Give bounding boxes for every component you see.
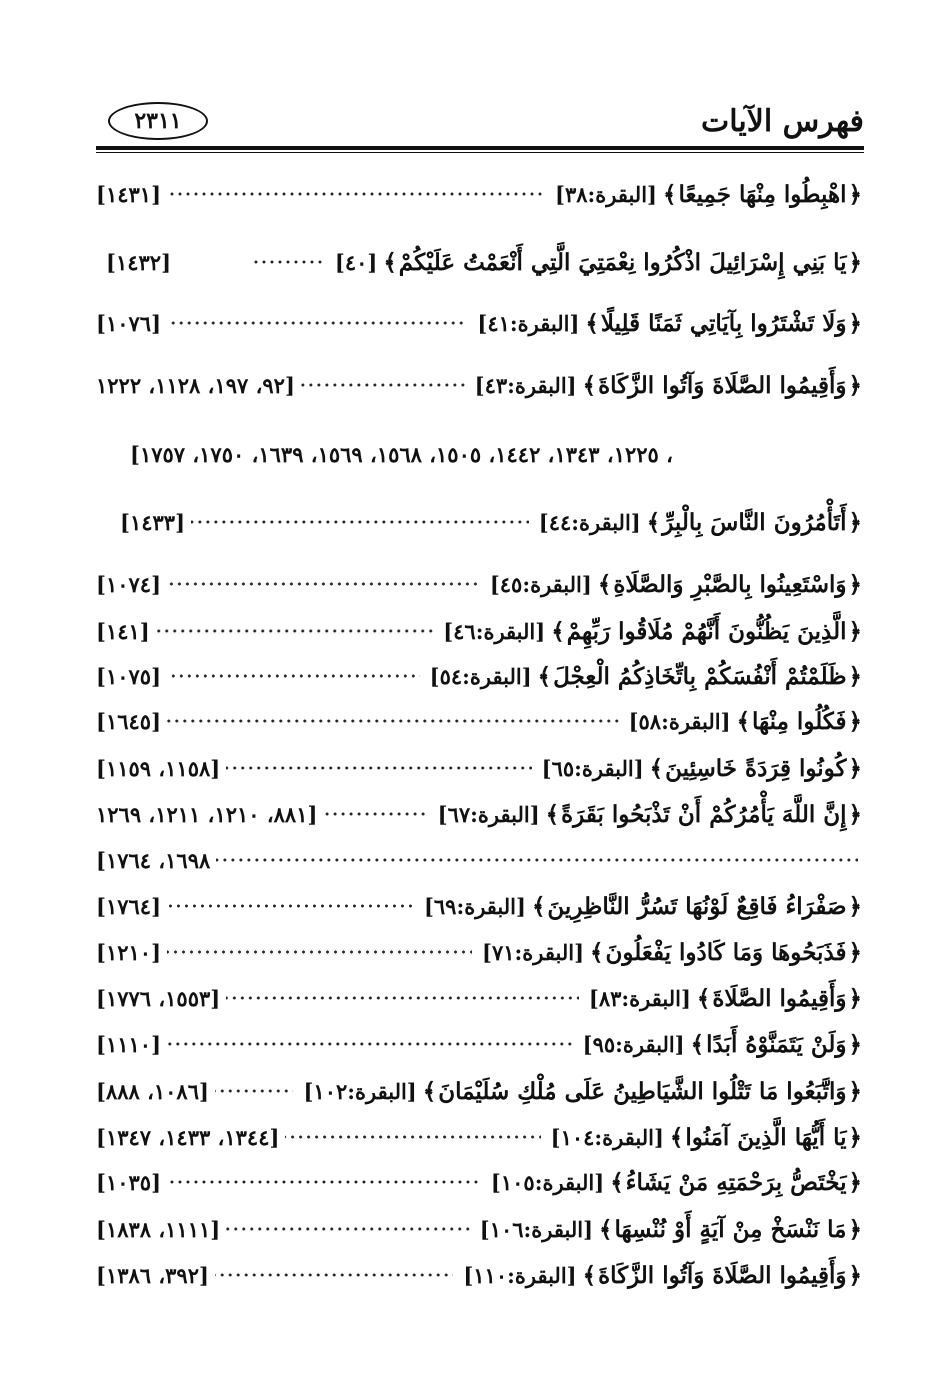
ornate-bracket-open: ﴿ — [848, 1261, 862, 1289]
ornate-bracket-close: ﴾ — [662, 180, 677, 208]
page-refs: [٨٨١، ١٢١٠، ١٢١١، ١٢٦٩ — [96, 801, 318, 827]
verse-reference: [البقرة:٤٣] — [474, 372, 577, 398]
page-refs: [١٠٧٦] — [96, 310, 161, 336]
page-refs: [١٣٤٤، ١٤٣٣، ١٣٤٧] — [96, 1124, 280, 1150]
leader-dots — [251, 256, 325, 268]
ornate-bracket-close: ﴾ — [597, 570, 612, 598]
ornate-bracket-open: ﴿ — [848, 371, 862, 399]
verse-reference: [البقرة:١٠٤] — [550, 1124, 664, 1150]
index-entry — [96, 1073, 864, 1109]
index-entry — [96, 176, 864, 212]
ornate-bracket-open: ﴿ — [848, 754, 862, 782]
leader-dots — [167, 1176, 481, 1188]
leader-dots — [167, 188, 545, 200]
ornate-bracket-open: ﴿ — [848, 1168, 862, 1196]
verse-text: كُونُوا قِرَدَةً خَاسِئِينَ — [665, 754, 847, 782]
ornate-bracket-close: ﴾ — [646, 508, 661, 536]
header-rule-thin — [96, 152, 864, 153]
ornate-bracket-close: ﴾ — [610, 1168, 624, 1196]
ornate-bracket-close: ﴾ — [582, 1261, 597, 1289]
leader-dots — [215, 1269, 453, 1281]
index-entry — [96, 750, 864, 786]
index-entry — [96, 504, 864, 540]
ornate-bracket-open: ﴿ — [848, 938, 862, 966]
verse-text: يَا أَيُّهَا الَّذِينَ آمَنُوا — [685, 1123, 847, 1151]
verse-text: ظَلَمْتُمْ أَنْفُسَكُمْ بِاتِّخَاذِكُمُ الْعِجْلَ — [553, 662, 847, 690]
verse-text: صَفْرَاءُ فَاقِعٌ لَوْنُهَا تَسُرُّ النَّاظِرِينَ — [547, 892, 847, 920]
verse-text: فَذَبَحُوهَا وَمَا كَادُوا يَفْعَلُونَ — [605, 938, 847, 966]
leader-dots — [156, 625, 434, 637]
verse-text: وَلَا تَشْتَرُوا بِآيَاتِي ثَمَنًا قَلِيلًا — [600, 309, 847, 337]
index-entry — [96, 658, 864, 694]
leader-dots — [167, 317, 467, 329]
index-entry — [96, 888, 864, 924]
page-refs: [١٤١] — [96, 618, 150, 644]
verse-text: وَاسْتَعِينُوا بِالصَّبْرِ وَالصَّلَاةِ — [613, 570, 847, 598]
index-entry — [96, 1026, 864, 1062]
index-entry — [96, 1257, 864, 1293]
index-entry — [96, 934, 864, 970]
verse-text: يَخْتَصُّ بِرَحْمَتِهِ مَنْ يَشَاءُ — [625, 1168, 847, 1196]
index-entry — [96, 703, 864, 739]
page-refs-continuation-row — [96, 842, 864, 878]
ornate-bracket-open: ﴿ — [848, 800, 862, 828]
verse-text: وَلَنْ يَتَمَنَّوْهُ أَبَدًا — [706, 1030, 847, 1058]
leader-dots — [216, 854, 858, 866]
page-header — [96, 96, 864, 152]
page-refs: [١٤٣٣] — [120, 509, 185, 535]
verse-text: الَّذِينَ يَظُنُّونَ أَنَّهُمْ مُلَاقُوا رَبِّهِمْ — [566, 617, 847, 645]
page-refs: [١٠٨٦، ٨٨٨] — [96, 1078, 209, 1104]
leader-dots — [285, 1131, 540, 1143]
leader-dots — [167, 946, 472, 958]
verse-reference: [البقرة:١٠٥] — [490, 1169, 605, 1195]
index-entry — [96, 367, 864, 403]
leader-dots — [167, 715, 619, 727]
ornate-bracket-open: ﴿ — [848, 662, 862, 690]
page-refs: [١٠٧٥] — [96, 663, 161, 689]
ornate-bracket-open: ﴿ — [848, 1215, 862, 1243]
verse-reference: [٤٠] — [334, 249, 378, 275]
verse-reference: [البقرة:٦٥] — [541, 755, 644, 781]
leader-dots — [301, 379, 465, 391]
leader-dots — [226, 992, 579, 1004]
ornate-bracket-close: ﴾ — [690, 1030, 705, 1058]
ornate-bracket-close: ﴾ — [422, 1077, 437, 1105]
page-refs: [١١٥٨، ١١٥٩] — [96, 755, 221, 781]
ornate-bracket-close: ﴾ — [545, 800, 560, 828]
page-refs: [١٠٧٤] — [96, 571, 161, 597]
verse-reference: [البقرة:٤٥] — [489, 571, 592, 597]
ornate-bracket-open: ﴿ — [848, 570, 862, 598]
verse-reference: [البقرة:٦٧] — [437, 801, 540, 827]
verse-reference: [البقرة:١٠٦] — [479, 1216, 594, 1242]
verse-text: وَأَقِيمُوا الصَّلَاةَ — [712, 984, 847, 1012]
index-entry — [96, 1119, 864, 1155]
ornate-bracket-close: ﴾ — [669, 1123, 684, 1151]
verse-text: إِنَّ اللَّهَ يَأْمُرُكُمْ أَنْ تَذْبَحُوا بَقَرَةً — [561, 800, 847, 828]
leader-dots — [226, 1223, 470, 1235]
leader-dots — [323, 808, 427, 820]
page-refs: [١٢١٠] — [96, 939, 161, 965]
ornate-bracket-close: ﴾ — [736, 707, 751, 735]
page-refs: [١١١٠] — [96, 1031, 161, 1057]
index-entry — [96, 305, 864, 341]
page-refs: [١٤٣٢] — [106, 249, 171, 275]
ornate-bracket-close: ﴾ — [696, 984, 711, 1012]
ornate-bracket-close: ﴾ — [531, 892, 546, 920]
leader-dots — [191, 516, 529, 528]
page-refs: [١٠٣٥] — [96, 1169, 161, 1195]
index-entry — [96, 1164, 864, 1200]
ornate-bracket-open: ﴿ — [848, 1123, 862, 1151]
verse-reference: [البقرة:١٠٢] — [303, 1078, 417, 1104]
verse-reference: [البقرة:٤١] — [477, 310, 580, 336]
ornate-bracket-open: ﴿ — [848, 1030, 862, 1058]
ornate-bracket-open: ﴿ — [848, 707, 862, 735]
verse-text: وَاتَّبَعُوا مَا تَتْلُوا الشَّيَاطِينُ عَلَى مُلْكِ سُلَيْمَانَ — [438, 1077, 847, 1105]
verse-reference: [البقرة:٧١] — [482, 939, 585, 965]
verse-reference: [البقرة:١١٠] — [463, 1262, 577, 1288]
leader-dots — [167, 578, 480, 590]
ornate-bracket-open: ﴿ — [848, 892, 862, 920]
ornate-bracket-open: ﴿ — [848, 984, 862, 1012]
ornate-bracket-close: ﴾ — [582, 371, 597, 399]
page-refs: [١٦٤٥] — [96, 708, 161, 734]
ornate-bracket-open: ﴿ — [848, 180, 862, 208]
page-title: فهرس الآيات — [701, 104, 864, 139]
ornate-bracket-close: ﴾ — [599, 1215, 613, 1243]
verse-text: مَا نَنْسَخْ مِنْ آيَةٍ أَوْ نُنْسِهَا — [614, 1215, 847, 1243]
page-refs: [١٧٦٤] — [96, 893, 161, 919]
ornate-bracket-close: ﴾ — [551, 617, 565, 645]
page-refs-continuation: ١٦٩٨، ١٧٦٤] — [96, 847, 211, 873]
page-refs: [١١١١، ١٨٣٨] — [96, 1216, 221, 1242]
page-refs: [٩٢، ١٩٧، ١١٢٨، ١٢٢٢ — [96, 372, 295, 398]
index-entry — [96, 796, 864, 832]
verse-reference: [البقرة:٤٤] — [538, 509, 641, 535]
verse-reference: [البقرة:٥٤] — [429, 663, 532, 689]
verse-text: يَا بَنِي إِسْرَائِيلَ اذْكُرُوا نِعْمَتِيَ الَّتِي أَنْعَمْتُ عَلَيْكُمْ — [398, 248, 847, 276]
ornate-bracket-open: ﴿ — [848, 508, 862, 536]
page-refs-continuation: ، ١٢٢٥، ١٣٤٣، ١٤٤٢، ١٥٠٥، ١٥٦٨، ١٥٦٩، ١٦٣٩، ١٧٥٠، ١٧٥٧] — [130, 441, 673, 467]
ornate-bracket-open: ﴿ — [848, 1077, 862, 1105]
verse-reference: [البقرة:٩٥] — [582, 1031, 685, 1057]
page-refs: [١٥٥٣، ١٧٧٦] — [96, 985, 221, 1011]
leader-dots — [226, 762, 531, 774]
verse-text: وَأَقِيمُوا الصَّلَاةَ وَآتُوا الزَّكَاةَ — [598, 371, 847, 399]
page-number: ٢٣١١ — [108, 102, 208, 140]
ornate-bracket-close: ﴾ — [537, 662, 552, 690]
leader-dots — [167, 1038, 573, 1050]
ornate-bracket-open: ﴿ — [848, 617, 862, 645]
leader-dots — [167, 900, 414, 912]
index-entry — [96, 244, 864, 280]
index-entry — [96, 566, 864, 602]
index-entry — [96, 613, 864, 649]
verse-reference: [البقرة:٨٣] — [588, 985, 691, 1011]
verse-text: أَتَأْمُرُونَ النَّاسَ بِالْبِرِّ — [662, 508, 847, 536]
header-rule-thick — [96, 146, 864, 150]
verse-reference: [البقرة:٣٨] — [555, 181, 657, 207]
page-refs: [٣٩٢، ١٣٨٦] — [96, 1262, 209, 1288]
ornate-bracket-close: ﴾ — [383, 248, 397, 276]
ornate-bracket-close: ﴾ — [649, 754, 664, 782]
verse-text: وَأَقِيمُوا الصَّلَاةَ وَآتُوا الزَّكَاةَ — [598, 1261, 847, 1289]
ornate-bracket-open: ﴿ — [848, 309, 862, 337]
verse-text: اهْبِطُوا مِنْهَا جَمِيعًا — [678, 180, 847, 208]
verse-reference: [البقرة:٤٦] — [443, 618, 546, 644]
ornate-bracket-open: ﴿ — [848, 248, 862, 276]
page-refs: [١٤٣١] — [96, 181, 161, 207]
verse-reference: [البقرة:٦٩] — [423, 893, 526, 919]
verse-reference: [البقرة:٥٨] — [628, 708, 731, 734]
index-entry — [96, 1211, 864, 1247]
leader-dots — [167, 670, 420, 682]
verse-text: فَكُلُوا مِنْهَا — [752, 707, 847, 735]
ornate-bracket-close: ﴾ — [590, 938, 604, 966]
ornate-bracket-close: ﴾ — [585, 309, 599, 337]
leader-dots — [215, 1085, 294, 1097]
index-entry — [96, 980, 864, 1016]
